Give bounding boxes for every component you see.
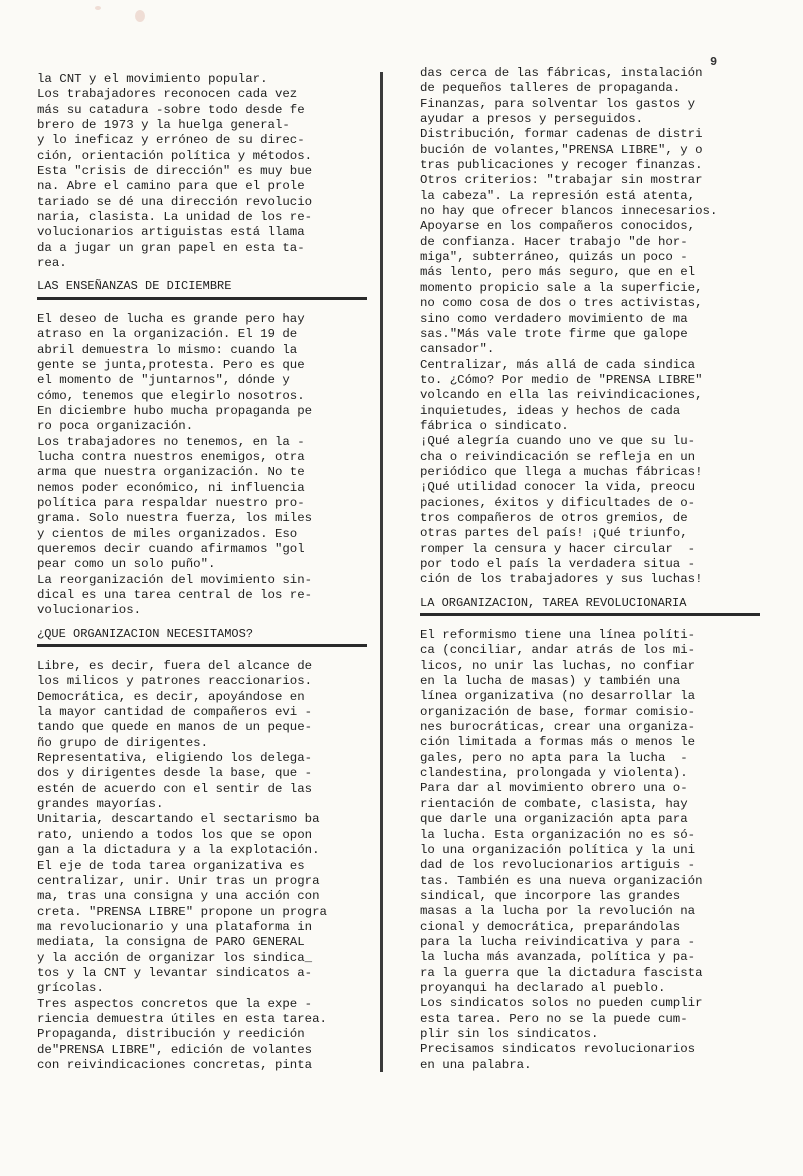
column-divider (380, 72, 383, 1072)
text-line: rato, uniendo a todos los que se opon (37, 827, 313, 842)
text-line: Otros criterios: "trabajar sin mostrar (420, 173, 703, 188)
text-line: ma revolucionario y una plataforma in (37, 919, 313, 934)
text-line: ma, tras una consigna y una acción con (37, 889, 320, 904)
text-line: Tres aspectos concretos que la expe - (37, 996, 313, 1011)
text-line: paciones, éxitos y dificultades de o- (420, 495, 696, 510)
text-line: Representativa, eligiendo los delega- (37, 751, 313, 766)
text-line: licos, no unir las luchas, no confiar (420, 658, 696, 673)
text-line: plir sin los sindicatos. (420, 1026, 599, 1041)
text-line: la lucha. Esta organización no es só- (420, 827, 696, 842)
text-line: y lo ineficaz y erróneo de su direc- (37, 133, 305, 148)
text-line: la cabeza". La represión está atenta, (420, 188, 696, 203)
text-line: Los sindicatos solos no pueden cumplir (420, 996, 703, 1011)
text-line: dos y dirigentes desde la base, que - (37, 766, 313, 781)
text-line: ción de los trabajadores y sus luchas! (420, 572, 703, 587)
text-line: rientación de combate, clasista, hay (420, 796, 688, 811)
text-line: grandes mayorías. (37, 797, 164, 812)
text-line: ro poca organización. (37, 419, 194, 434)
text-line: clandestina, prolongada y violenta). (420, 766, 688, 781)
text-line: la CNT y el movimiento popular. (37, 72, 268, 86)
text-line: dad de los revolucionarios artiguis - (420, 858, 696, 873)
text-line: el momento de "juntarnos", dónde y (37, 373, 290, 388)
text-line: tas. También es una nueva organización (420, 873, 703, 888)
page-number: 9 (710, 55, 718, 69)
text-line: tariado se dé una dirección revolucio (37, 194, 313, 209)
text-line: política para respaldar nuestro pro- (37, 495, 305, 510)
text-line: El reformismo tiene una línea políti- (420, 628, 696, 643)
left-column (37, 72, 367, 1073)
text-line: ayudar a presos y perseguidos. (420, 112, 644, 127)
text-line: La reorganización del movimiento sin- (37, 572, 313, 587)
text-line: de pequeños talleres de propaganda. (420, 81, 681, 96)
heading-rule (37, 297, 367, 300)
heading-rule (420, 613, 760, 616)
text-line: Apoyarse en los compañeros conocidos, (420, 219, 696, 234)
text-line: de"PRENSA LIBRE", edición de volantes (37, 1042, 313, 1057)
heading-rule (37, 644, 367, 647)
text-line: esta tarea. Pero no se la puede cum- (420, 1011, 688, 1026)
text-line: ca (conciliar, andar atrás de los mi- (420, 643, 696, 658)
text-line: Los trabajadores no tenemos, en la - (37, 434, 305, 449)
text-line: ¡Qué utilidad conocer la vida, preocu (420, 480, 696, 495)
text-line: centralizar, unir. Unir tras un progra (37, 873, 320, 888)
text-line: ¡Qué alegría cuando uno ve que su lu- (420, 434, 696, 449)
text-line: cional y democrática, preparándolas (420, 919, 681, 934)
text-line: no como cosa de dos o tres activistas, (420, 296, 703, 311)
text-line: Precisamos sindicatos revolucionarios (420, 1042, 696, 1057)
text-line: dical es una tarea central de los re- (37, 588, 313, 602)
text-line: sino como verdadero movimiento de ma (420, 311, 688, 326)
text-line: volucionarios. (37, 603, 142, 618)
text-line: la lucha más avanzada, política y pa- (420, 950, 696, 965)
text-line: volucionarios artiguistas está llama (37, 225, 305, 240)
text-line: Centralizar, más allá de cada sindica (420, 357, 696, 372)
text-line: momento propicio sale a la superficie, (420, 280, 703, 295)
text-line: lo una organización política y la uni (420, 842, 696, 857)
right-column (420, 66, 760, 1073)
text-line: na. Abre el camino para que el prole (37, 179, 305, 194)
text-line: pear como un solo puño". (37, 557, 216, 572)
section-heading: LAS ENSEÑANZAS DE DICIEMBRE (37, 279, 232, 294)
text-line: más lento, pero más seguro, que en el (420, 265, 696, 280)
text-line: tos y la CNT y levantar sindicatos a- (37, 965, 313, 980)
text-line: naria, clasista. La unidad de los re- (37, 210, 313, 225)
text-line: abril demuestra lo mismo: cuando la (37, 342, 298, 357)
text-line: periódico que llega a muchas fábricas! (420, 464, 703, 479)
text-line: en una palabra. (420, 1057, 532, 1072)
text-line: cha o reivindicación se refleja en un (420, 449, 696, 464)
text-line: tando que quede en manos de un peque- (37, 720, 313, 735)
text-line: con reivindicaciones concretas, pinta (37, 1057, 313, 1072)
text-line: miga", subterráneo, quizás un poco - (420, 250, 688, 265)
text-line: Finanzas, para solventar los gastos y (420, 96, 696, 111)
text-line: Esta "crisis de dirección" es muy bue (37, 164, 313, 179)
text-line: to. ¿Cómo? Por medio de "PRENSA LIBRE" (420, 372, 703, 387)
text-line: bución de volantes,"PRENSA LIBRE", y o (420, 142, 703, 157)
text-line: atraso en la organización. El 19 de (37, 327, 298, 342)
text-line: queremos decir cuando afirmamos "gol (37, 541, 305, 556)
text-line: brero de 1973 y la huelga general- (37, 118, 290, 133)
text-line: ra la guerra que la dictadura fascista (420, 965, 703, 980)
text-line: de confianza. Hacer trabajo "de hor- (420, 234, 688, 249)
text-line: por todo el país la verdadera situa - (420, 557, 696, 571)
text-line: gente se junta,protesta. Pero es que (37, 357, 305, 372)
text-line: otras partes del país! ¡Qué triunfo, (420, 526, 688, 541)
text-line: Propaganda, distribución y reedición (37, 1027, 305, 1042)
text-line: sindical, que incorpore las grandes (420, 888, 681, 903)
text-line: tras publicaciones y recoger finanzas. (420, 158, 703, 173)
text-line: ción, orientación política y métodos. (37, 148, 313, 163)
text-line: más su catadura -sobre todo desde fe (37, 102, 305, 117)
text-line: Distribución, formar cadenas de distri (420, 127, 703, 142)
text-line: los milicos y patrones reaccionarios. (37, 674, 313, 689)
text-line: gales, pero no apta para la lucha - (420, 750, 688, 765)
text-line: da a jugar un gran papel en esta ta- (37, 240, 305, 255)
text-line: Para dar al movimiento obrero una o- (420, 781, 688, 796)
text-line: ción limitada a formas más o menos le (420, 735, 696, 750)
text-line: tros compañeros de otros gremios, de (420, 510, 688, 525)
ink-stain (95, 6, 101, 10)
text-line: masas a la lucha por la revolución na (420, 904, 696, 919)
text-line: nemos poder económico, ni influencia (37, 480, 305, 495)
text-line: Los trabajadores reconocen cada vez (37, 87, 298, 102)
text-line: que darle una organización apta para (420, 812, 688, 827)
text-line: nes burocráticas, crear una organiza- (420, 720, 696, 735)
text-line: organización de base, formar comisio- (420, 704, 696, 719)
text-line: arma que nuestra organización. No te (37, 465, 305, 480)
text-line: la mayor cantidad de compañeros evi - (37, 705, 313, 720)
text-line: en la lucha de masas) y también una (420, 674, 681, 689)
text-line: cómo, tenemos que elegirlo nosotros. (37, 388, 305, 403)
text-line: mediata, la consigna de PARO GENERAL (37, 935, 305, 950)
text-line: Democrática, es decir, apoyándose en (37, 689, 305, 704)
text-line: creta. "PRENSA LIBRE" propone un progra (37, 904, 327, 919)
text-line: grícolas. (37, 981, 104, 996)
text-line: para la lucha reivindicativa y para - (420, 934, 696, 949)
text-line: sas."Más vale trote firme que galope (420, 326, 688, 341)
text-line: y cientos de miles organizados. Eso (37, 526, 298, 541)
text-line: y la acción de organizar los sindica_ (37, 950, 313, 965)
text-line: En diciembre hubo mucha propaganda pe (37, 403, 313, 418)
text-line: no hay que ofrecer blancos innecesarios. (420, 204, 718, 219)
text-line: estén de acuerdo con el sentir de las (37, 781, 313, 796)
text-line: El deseo de lucha es grande pero hay (37, 311, 305, 326)
text-line: volcando en ella las reivindicaciones, (420, 388, 703, 403)
section-heading: ¿QUE ORGANIZACION NECESITAMOS? (37, 626, 254, 641)
text-line: proyanqui ha declarado al pueblo. (420, 980, 666, 995)
text-line: ño grupo de dirigentes. (37, 735, 209, 750)
text-line: inquietudes, ideas y hechos de cada (420, 403, 681, 418)
text-line: fábrica o sindicato. (420, 418, 569, 433)
text-line: cansador". (420, 342, 495, 357)
text-line: gan a la dictadura y a la explotación. (37, 843, 320, 858)
text-line: Libre, es decir, fuera del alcance de (37, 659, 313, 674)
text-line: das cerca de las fábricas, instalación (420, 66, 703, 80)
text-line: lucha contra nuestros enemigos, otra (37, 449, 305, 464)
text-line: grama. Solo nuestra fuerza, los miles (37, 511, 313, 526)
text-line: línea organizativa (no desarrollar la (420, 689, 696, 704)
text-line: El eje de toda tarea organizativa es (37, 858, 305, 873)
section-heading: LA ORGANIZACION, TAREA REVOLUCIONARIA (420, 595, 687, 610)
text-line: rea. (37, 256, 67, 271)
text-line: riencia demuestra útiles en esta tarea. (37, 1011, 327, 1026)
ink-stain (135, 10, 145, 22)
text-line: romper la censura y hacer circular - (420, 541, 696, 556)
text-line: Unitaria, descartando el sectarismo ba (37, 812, 320, 827)
